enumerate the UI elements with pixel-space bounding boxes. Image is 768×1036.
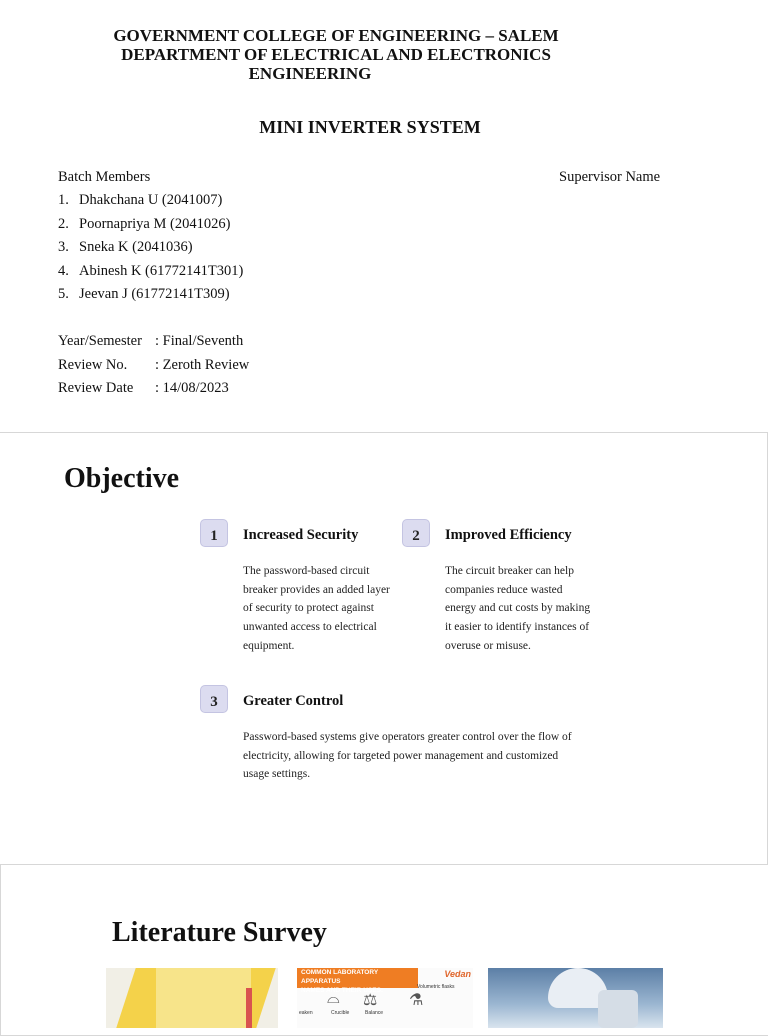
project-title: MINI INVERTER SYSTEM [259, 117, 481, 137]
objective-heading: Increased Security [243, 527, 359, 543]
brand-logo: Vedan [444, 969, 471, 979]
info-value: : Zeroth Review [155, 356, 250, 373]
objective-heading: Improved Efficiency [445, 527, 572, 543]
flask-icon: ⚗ [409, 992, 424, 1009]
balance-icon: ⚖ [363, 992, 378, 1009]
objective-slide [0, 432, 768, 865]
folder-image [106, 968, 278, 1028]
batch-members-label: Batch Members [58, 169, 151, 185]
review-info [58, 333, 249, 404]
info-key: Review Date [58, 380, 134, 396]
image-banner: COMMON LABORATORY APPARATUS NAMES AND THEIR USES: [297, 968, 418, 988]
list-number: 3. [58, 239, 69, 255]
image-caption: eaken [299, 1010, 313, 1016]
supervisor-label: Supervisor Name [559, 169, 661, 185]
list-item [58, 263, 243, 287]
title-page [0, 0, 768, 432]
info-row [58, 333, 249, 357]
member-name: Sneka K (2041036) [79, 239, 193, 255]
member-name: Dhakchana U (2041007) [79, 192, 223, 208]
slide-title: Objective [64, 463, 180, 494]
objective-text: The password-based circuit breaker provides an added layer of security to protect against unwanted access to electrical equipment. [243, 565, 390, 652]
member-name: Abinesh K (61772141T301) [79, 262, 244, 279]
info-row [58, 357, 249, 381]
member-list [58, 192, 243, 310]
info-row [58, 380, 249, 404]
number-badge: 3 [200, 685, 228, 713]
list-item [58, 239, 243, 263]
scientist-microscope-image [488, 968, 663, 1028]
info-value: : Final/Seventh [155, 333, 244, 349]
info-key: Year/Semester [58, 333, 142, 349]
info-value: : 14/08/2023 [155, 380, 229, 396]
slide-title: Literature Survey [112, 917, 327, 948]
department-name: DEPARTMENT OF ELECTRICAL AND ELECTRONICS [121, 45, 551, 64]
member-name: Poornapriya M (2041026) [79, 215, 231, 232]
image-caption: Volumetric flasks [417, 984, 455, 990]
number-badge: 2 [402, 519, 430, 547]
list-item [58, 216, 243, 240]
college-header [95, 26, 577, 83]
list-number: 1. [58, 192, 69, 208]
microscope-shape [598, 990, 638, 1028]
number-badge: 1 [200, 519, 228, 547]
member-name: Jeevan J (61772141T309) [79, 286, 230, 302]
objective-text: The circuit breaker can help companies reduce wasted energy and cut costs by making it easier to identify instances of overuse or misuse. [445, 565, 591, 652]
list-number: 4. [58, 262, 69, 279]
college-name: GOVERNMENT COLLEGE OF ENGINEERING – SALEM [113, 26, 559, 45]
objective-heading: Greater Control [243, 693, 344, 709]
list-item [58, 192, 243, 216]
info-key: Review No. [58, 356, 128, 373]
folder-tab-shape [246, 988, 252, 1028]
crucible-icon: ⌓ [327, 990, 340, 1007]
image-caption: Crucible [331, 1010, 350, 1016]
list-item [58, 286, 243, 310]
list-number: 2. [58, 215, 69, 232]
image-caption: Balance [365, 1010, 384, 1016]
lab-apparatus-image [297, 968, 473, 1028]
folder-front-shape [156, 968, 251, 1028]
list-number: 5. [58, 286, 69, 302]
literature-slide [0, 864, 768, 1036]
objective-text: Password-based systems give operators greater control over the flow of electricity, allowing for targeted power management and customized usage settings. [243, 731, 572, 781]
department-name-cont: ENGINEERING [248, 64, 372, 83]
